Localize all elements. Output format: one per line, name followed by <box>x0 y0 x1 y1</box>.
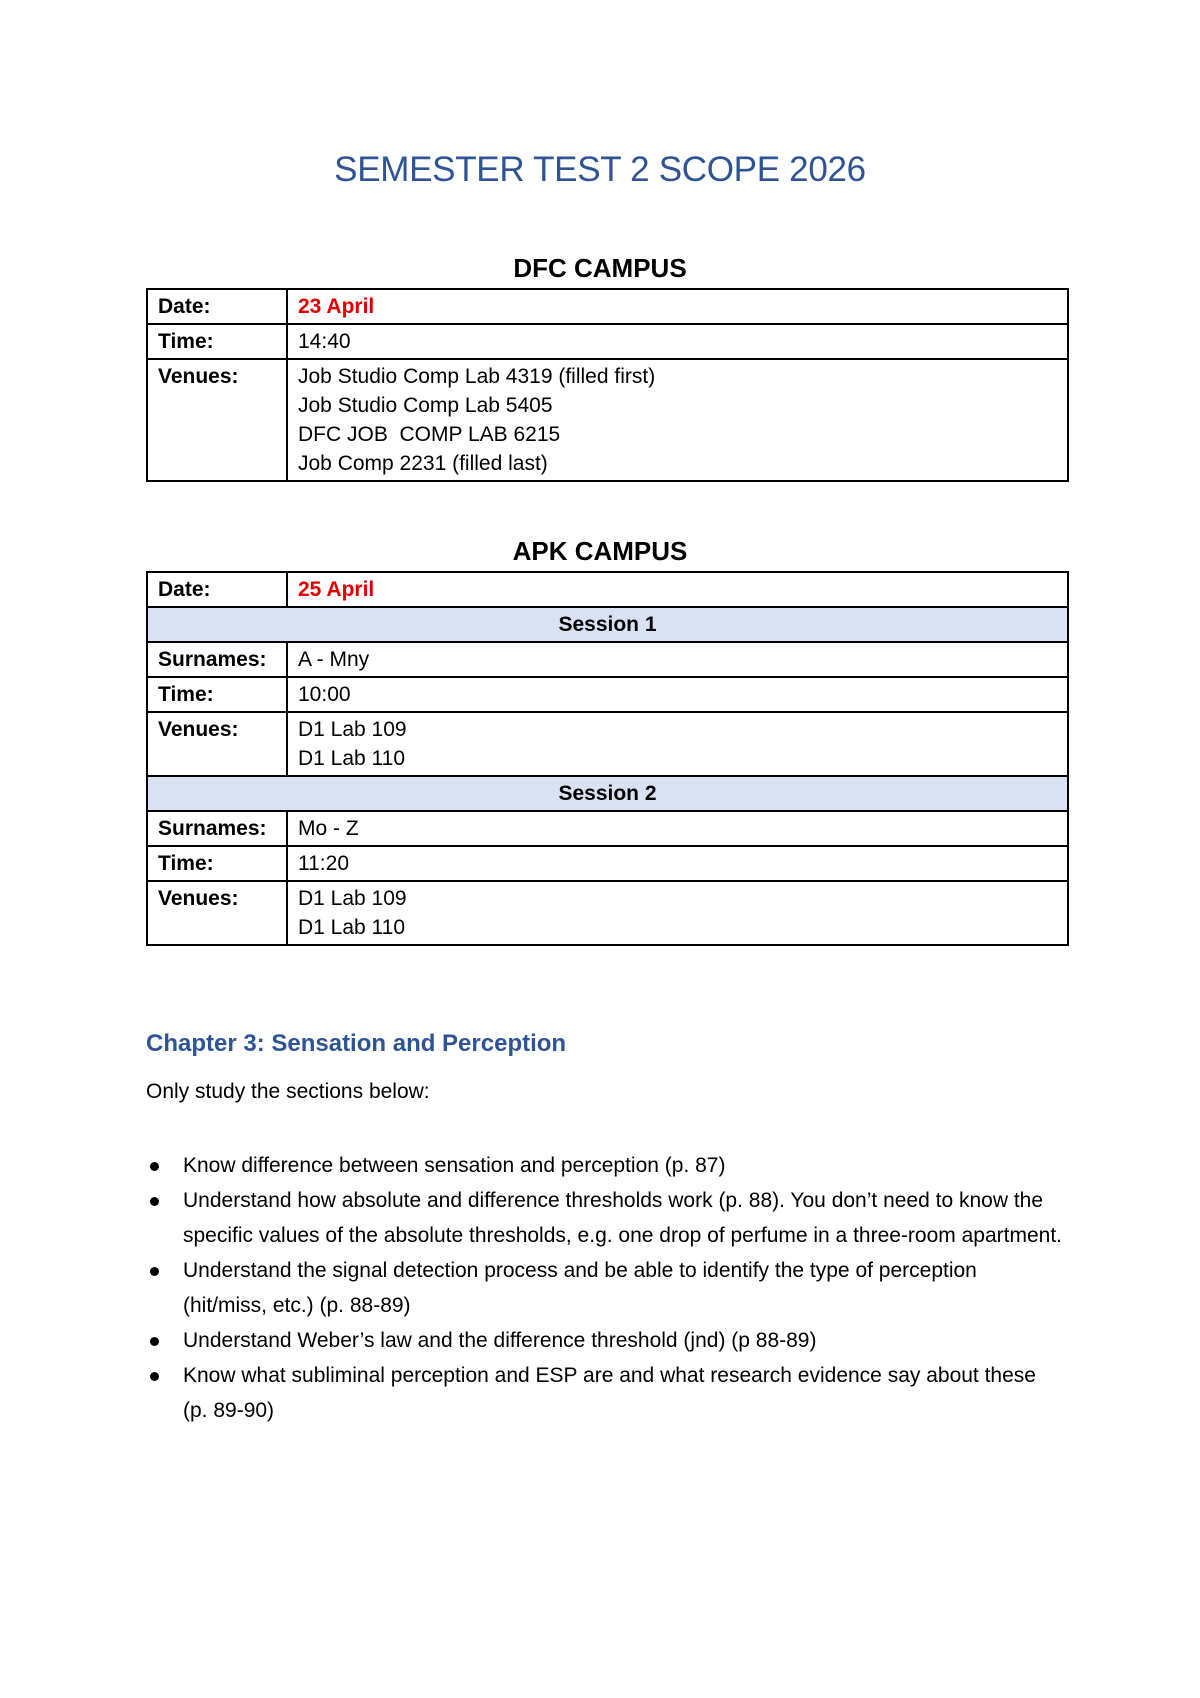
session-1-surnames: A - Mny <box>287 642 1068 677</box>
session-1-venues <box>287 712 1068 776</box>
list-item <box>146 1253 1066 1323</box>
venues-label: Venues: <box>147 359 287 481</box>
topic-text: Know difference between sensation and perception (p. 87) <box>183 1154 726 1177</box>
surnames-label: Surnames: <box>147 811 287 846</box>
venue-item: Job Studio Comp Lab 5405 <box>298 394 553 417</box>
bullet-icon <box>150 1162 159 1171</box>
bullet-icon <box>150 1267 159 1276</box>
time-label: Time: <box>147 846 287 881</box>
time-label: Time: <box>147 324 287 359</box>
venue-item: D1 Lab 109 <box>298 718 407 741</box>
session-2-surnames: Mo - Z <box>287 811 1068 846</box>
chapter-intro: Only study the sections below: <box>146 1080 430 1103</box>
apk-campus-heading: APK CAMPUS <box>512 536 688 566</box>
list-item <box>146 1323 1066 1358</box>
session-2-venues <box>287 881 1068 945</box>
table-row <box>147 324 1068 359</box>
table-row <box>147 359 1068 481</box>
topic-text: Understand how absolute and difference thresholds work (p. 88). You don’t need to know the specific values of the absolute thresholds, e.g. one drop of perfume in a three-room apartment. <box>183 1189 1062 1247</box>
session-header-row <box>147 607 1068 642</box>
surnames-label: Surnames: <box>147 642 287 677</box>
venue-item: D1 Lab 110 <box>298 747 406 770</box>
venue-item: D1 Lab 109 <box>298 887 407 910</box>
apk-date-value: 25 April <box>287 572 1068 607</box>
topic-text: Understand the signal detection process and be able to identify the type of perception (hit/miss, etc.) (p. 88-89) <box>183 1259 977 1317</box>
table-row <box>147 677 1068 712</box>
list-item <box>146 1183 1066 1253</box>
bullet-icon <box>150 1337 159 1346</box>
bullet-icon <box>150 1197 159 1206</box>
chapter-heading: Chapter 3: Sensation and Perception <box>146 1030 567 1057</box>
time-label: Time: <box>147 677 287 712</box>
topic-list <box>146 1148 1066 1428</box>
list-item <box>146 1358 1066 1428</box>
session-1-header: Session 1 <box>147 607 1068 642</box>
topic-text: Know what subliminal perception and ESP are and what research evidence say about these (p. 89-90) <box>183 1364 1036 1422</box>
page-title: SEMESTER TEST 2 SCOPE 2026 <box>334 150 866 189</box>
list-item <box>146 1148 1066 1183</box>
table-row <box>147 642 1068 677</box>
dfc-date-value: 23 April <box>287 289 1068 324</box>
session-2-time: 11:20 <box>287 846 1068 881</box>
topic-text: Understand Weber’s law and the difference threshold (jnd) (p 88-89) <box>183 1329 817 1352</box>
apk-schedule-table <box>146 571 1069 946</box>
venue-item: D1 Lab 110 <box>298 916 406 939</box>
venue-item: Job Comp 2231 (filled last) <box>298 452 548 475</box>
dfc-schedule-table <box>146 288 1069 482</box>
table-row <box>147 811 1068 846</box>
venue-item: Job Studio Comp Lab 4319 (filled first) <box>298 365 656 388</box>
session-1-time: 10:00 <box>287 677 1068 712</box>
table-row <box>147 881 1068 945</box>
venues-label: Venues: <box>147 712 287 776</box>
date-label: Date: <box>147 289 287 324</box>
venues-label: Venues: <box>147 881 287 945</box>
session-2-header: Session 2 <box>147 776 1068 811</box>
table-row <box>147 572 1068 607</box>
session-header-row <box>147 776 1068 811</box>
bullet-icon <box>150 1372 159 1381</box>
table-row <box>147 712 1068 776</box>
dfc-campus-heading: DFC CAMPUS <box>513 253 687 283</box>
date-label: Date: <box>147 572 287 607</box>
dfc-time-value: 14:40 <box>287 324 1068 359</box>
table-row <box>147 846 1068 881</box>
table-row <box>147 289 1068 324</box>
dfc-venues-cell <box>287 359 1068 481</box>
venue-item: DFC JOB COMP LAB 6215 <box>298 423 561 446</box>
